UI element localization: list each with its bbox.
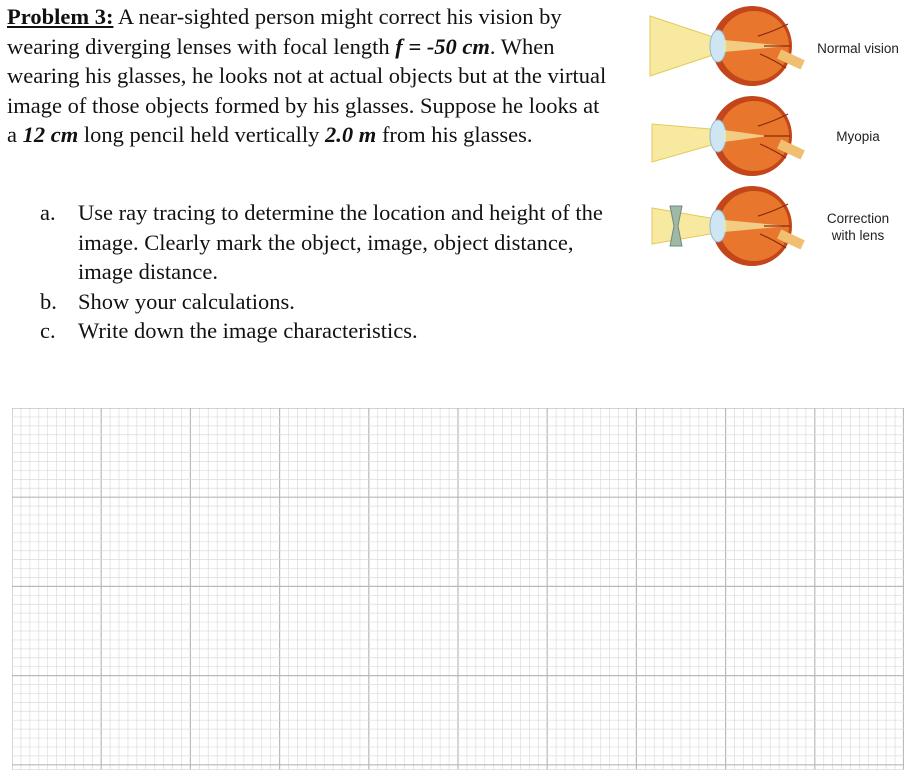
problem-text-3: long pencil held vertically [78, 122, 326, 148]
normal-eye-illustration [640, 2, 810, 90]
subquestion-marker: c. [40, 318, 56, 344]
subquestion-list [40, 198, 620, 346]
label-normal-vision: Normal vision [817, 41, 899, 56]
label-correction-line1: Correction [826, 211, 890, 226]
list-item [40, 287, 620, 317]
graph-paper-grid[interactable] [12, 408, 904, 770]
subquestion-text: Write down the image characteristics. [78, 318, 418, 344]
eye-row-myopia [640, 92, 916, 180]
subquestion-text: Use ray tracing to determine the location and height of the image. Clearly mark the object, image, object distance, image distance. [78, 200, 603, 285]
eye-row-correction [640, 182, 916, 270]
problem-statement [7, 2, 607, 150]
label-correction-line2: with lens [831, 228, 885, 243]
subquestion-marker: a. [40, 200, 56, 225]
list-item [40, 316, 620, 346]
list-item [40, 198, 620, 287]
eye-diagram-figure [640, 0, 916, 280]
label-correction [800, 210, 916, 244]
label-myopia: Myopia [836, 129, 880, 144]
problem-heading: Problem 3: [7, 4, 114, 29]
problem-text-2: . When wearing his glasses, he looks not at actual objects but at the virtual image of those objects formed by his glasses. Suppose he looks at a [7, 33, 607, 148]
problem-text-1: A near-sighted person might correct his vision by wearing diverging lenses with focal length [7, 4, 562, 59]
eye-row-normal [640, 2, 916, 90]
myopia-eye-illustration [640, 92, 810, 180]
corrected-eye-illustration [640, 182, 810, 270]
subquestion-text: Show your calculations. [78, 288, 295, 314]
focal-length-value: f = -50 cm [395, 33, 490, 59]
problem-text-4: from his glasses. [376, 122, 533, 148]
distance-value: 2.0 m [325, 122, 377, 148]
subquestion-marker: b. [40, 288, 57, 314]
pencil-length-value: 12 cm [22, 122, 79, 148]
